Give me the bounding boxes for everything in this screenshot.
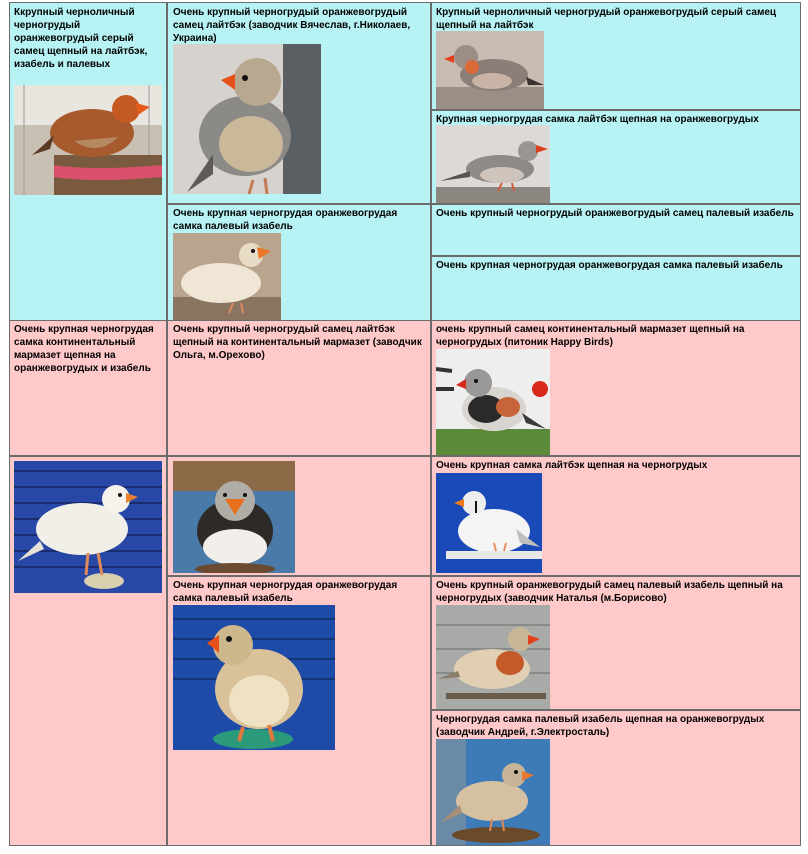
cell-caption: Очень крупный черногрудый самец лайтбэк щепный на континентальный мармазет (заводчик Ольга, м.Орехово)	[173, 324, 422, 361]
bird-photo	[14, 461, 162, 593]
bird-photo	[436, 605, 550, 709]
bird-photo	[436, 125, 550, 203]
cell-caption: Очень крупная черногрудая оранжевогрудая самка палевый изабель	[173, 580, 398, 604]
table-cell	[167, 576, 431, 846]
bird-photo	[436, 31, 544, 109]
cell-caption: Очень крупная самка лайтбэк щепная на черногрудых	[436, 460, 708, 471]
table-cell	[431, 256, 801, 322]
table-cell	[167, 204, 431, 322]
table-cell	[9, 320, 167, 456]
cell-caption: Ккрупный черноличный черногрудый оранжевогрудый серый самец щепный на лайтбэк, изабель и палевых	[14, 7, 148, 70]
table-cell	[167, 456, 431, 576]
table-cell	[167, 2, 431, 204]
bird-photo	[173, 461, 295, 573]
cell-caption: Очень крупный черногрудый оранжевогрудый самец лайтбэк (заводчик Вячеслав, г.Николаев, Украина)	[173, 7, 411, 44]
cell-caption: Очень крупная черногрудая оранжевогрудая самка палевый изабель	[173, 208, 398, 232]
table-cell	[167, 320, 431, 456]
cell-caption: Черногрудая самка палевый изабель щепная на оранжевогрудых (заводчик Андрей, г.Электросталь)	[436, 714, 765, 738]
table-cell	[9, 2, 167, 322]
bird-photo	[173, 233, 281, 321]
cell-caption: Крупный черноличный черногрудый оранжевогрудый серый самец щепный на лайтбэк	[436, 7, 777, 31]
bird-photo	[14, 85, 162, 195]
table-cell	[431, 320, 801, 456]
bird-photo	[173, 44, 321, 194]
cell-caption: Очень крупный оранжевогрудый самец палевый изабель щепный на черногрудых (заводчик Наталья (м.Борисово)	[436, 580, 783, 604]
table-cell	[9, 456, 167, 846]
table-cell	[431, 204, 801, 256]
bird-photo	[436, 473, 542, 573]
cell-caption: Очень крупный черногрудый оранжевогрудый самец палевый изабель	[436, 208, 794, 219]
table-cell	[431, 710, 801, 846]
table-cell	[431, 456, 801, 576]
bird-photo	[436, 349, 550, 455]
cell-caption: Очень крупная черногрудая самка континентальный мармазет щепная на оранжевогрудых и изабель	[14, 324, 154, 374]
table-cell	[431, 2, 801, 110]
bird-photo	[173, 605, 335, 750]
cell-caption: Крупная черногрудая самка лайтбэк щепная на оранжевогрудых	[436, 114, 759, 125]
cell-caption: очень крупный самец континентальный мармазет щепный на черногрудых (питоник Happy Birds)	[436, 324, 745, 348]
bird-photo	[436, 739, 550, 845]
table-cell	[431, 576, 801, 710]
cell-caption: Очень крупная черногрудая оранжевогрудая самка палевый изабель	[436, 260, 783, 271]
table-cell	[431, 110, 801, 204]
